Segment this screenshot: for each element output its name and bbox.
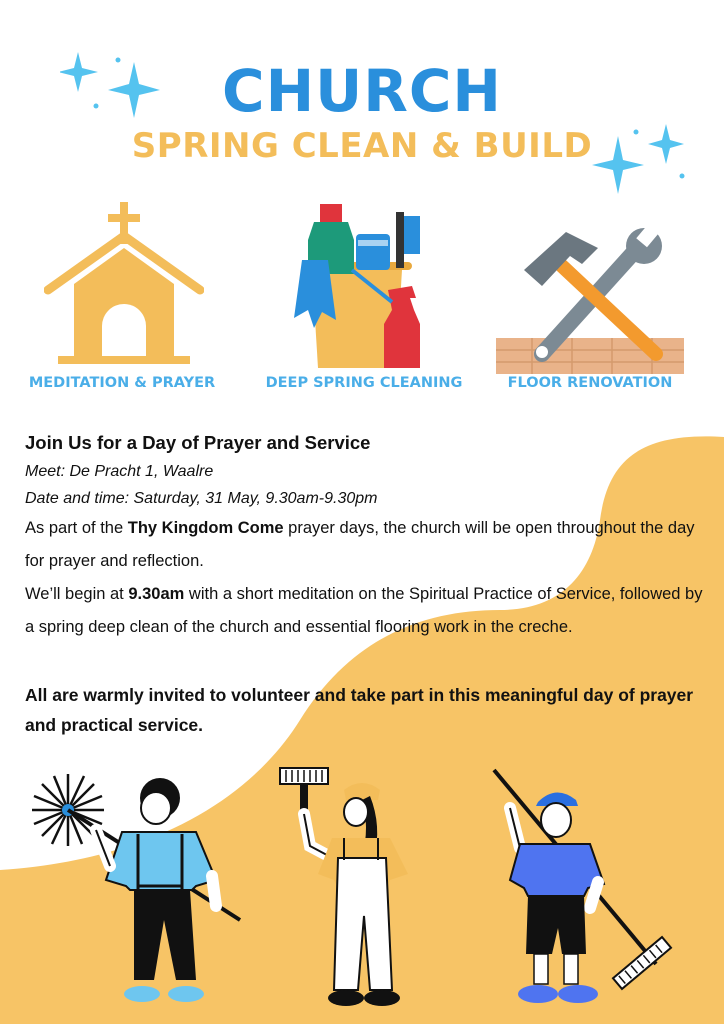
chimney-sweep-person bbox=[26, 770, 256, 1010]
hammer-wrench-icon bbox=[496, 226, 686, 376]
volunteer-invitation: All are warmly invited to volunteer and take part in this meaningful day of prayer and practical service. bbox=[25, 685, 694, 735]
event-datetime: Date and time: Saturday, 31 May, 9.30am-9.30pm bbox=[25, 490, 378, 507]
paragraph-prayer-days: As part of the Thy Kingdom Come prayer days, the church will be open throughout the day for prayer and reflection. bbox=[25, 519, 695, 570]
section-heading: Join Us for a Day of Prayer and Service bbox=[25, 432, 371, 453]
page-subtitle: SPRING CLEAN & BUILD bbox=[131, 126, 593, 166]
paragraph-schedule: We’ll begin at 9.30am with a short meditation on the Spiritual Practice of Service, followed by a spring deep clean of the church and essential flooring work in the creche. bbox=[25, 585, 703, 636]
wall-painter-person bbox=[278, 766, 438, 1010]
page-title: CHURCH bbox=[222, 57, 502, 125]
cleaning-supplies-icon bbox=[292, 200, 432, 370]
church-icon bbox=[44, 198, 204, 368]
icon-label-cleaning: DEEP SPRING CLEANING bbox=[265, 375, 463, 391]
event-description bbox=[25, 428, 705, 740]
floor-sweeper-person bbox=[480, 768, 680, 1012]
meeting-location: Meet: De Pracht 1, Waalre bbox=[25, 463, 214, 480]
highlight-start-time: 9.30am bbox=[128, 585, 185, 603]
icon-label-meditation: MEDITATION & PRAYER bbox=[28, 375, 216, 391]
icon-label-renovation: FLOOR RENOVATION bbox=[507, 375, 673, 391]
highlight-thy-kingdom-come: Thy Kingdom Come bbox=[127, 519, 284, 537]
